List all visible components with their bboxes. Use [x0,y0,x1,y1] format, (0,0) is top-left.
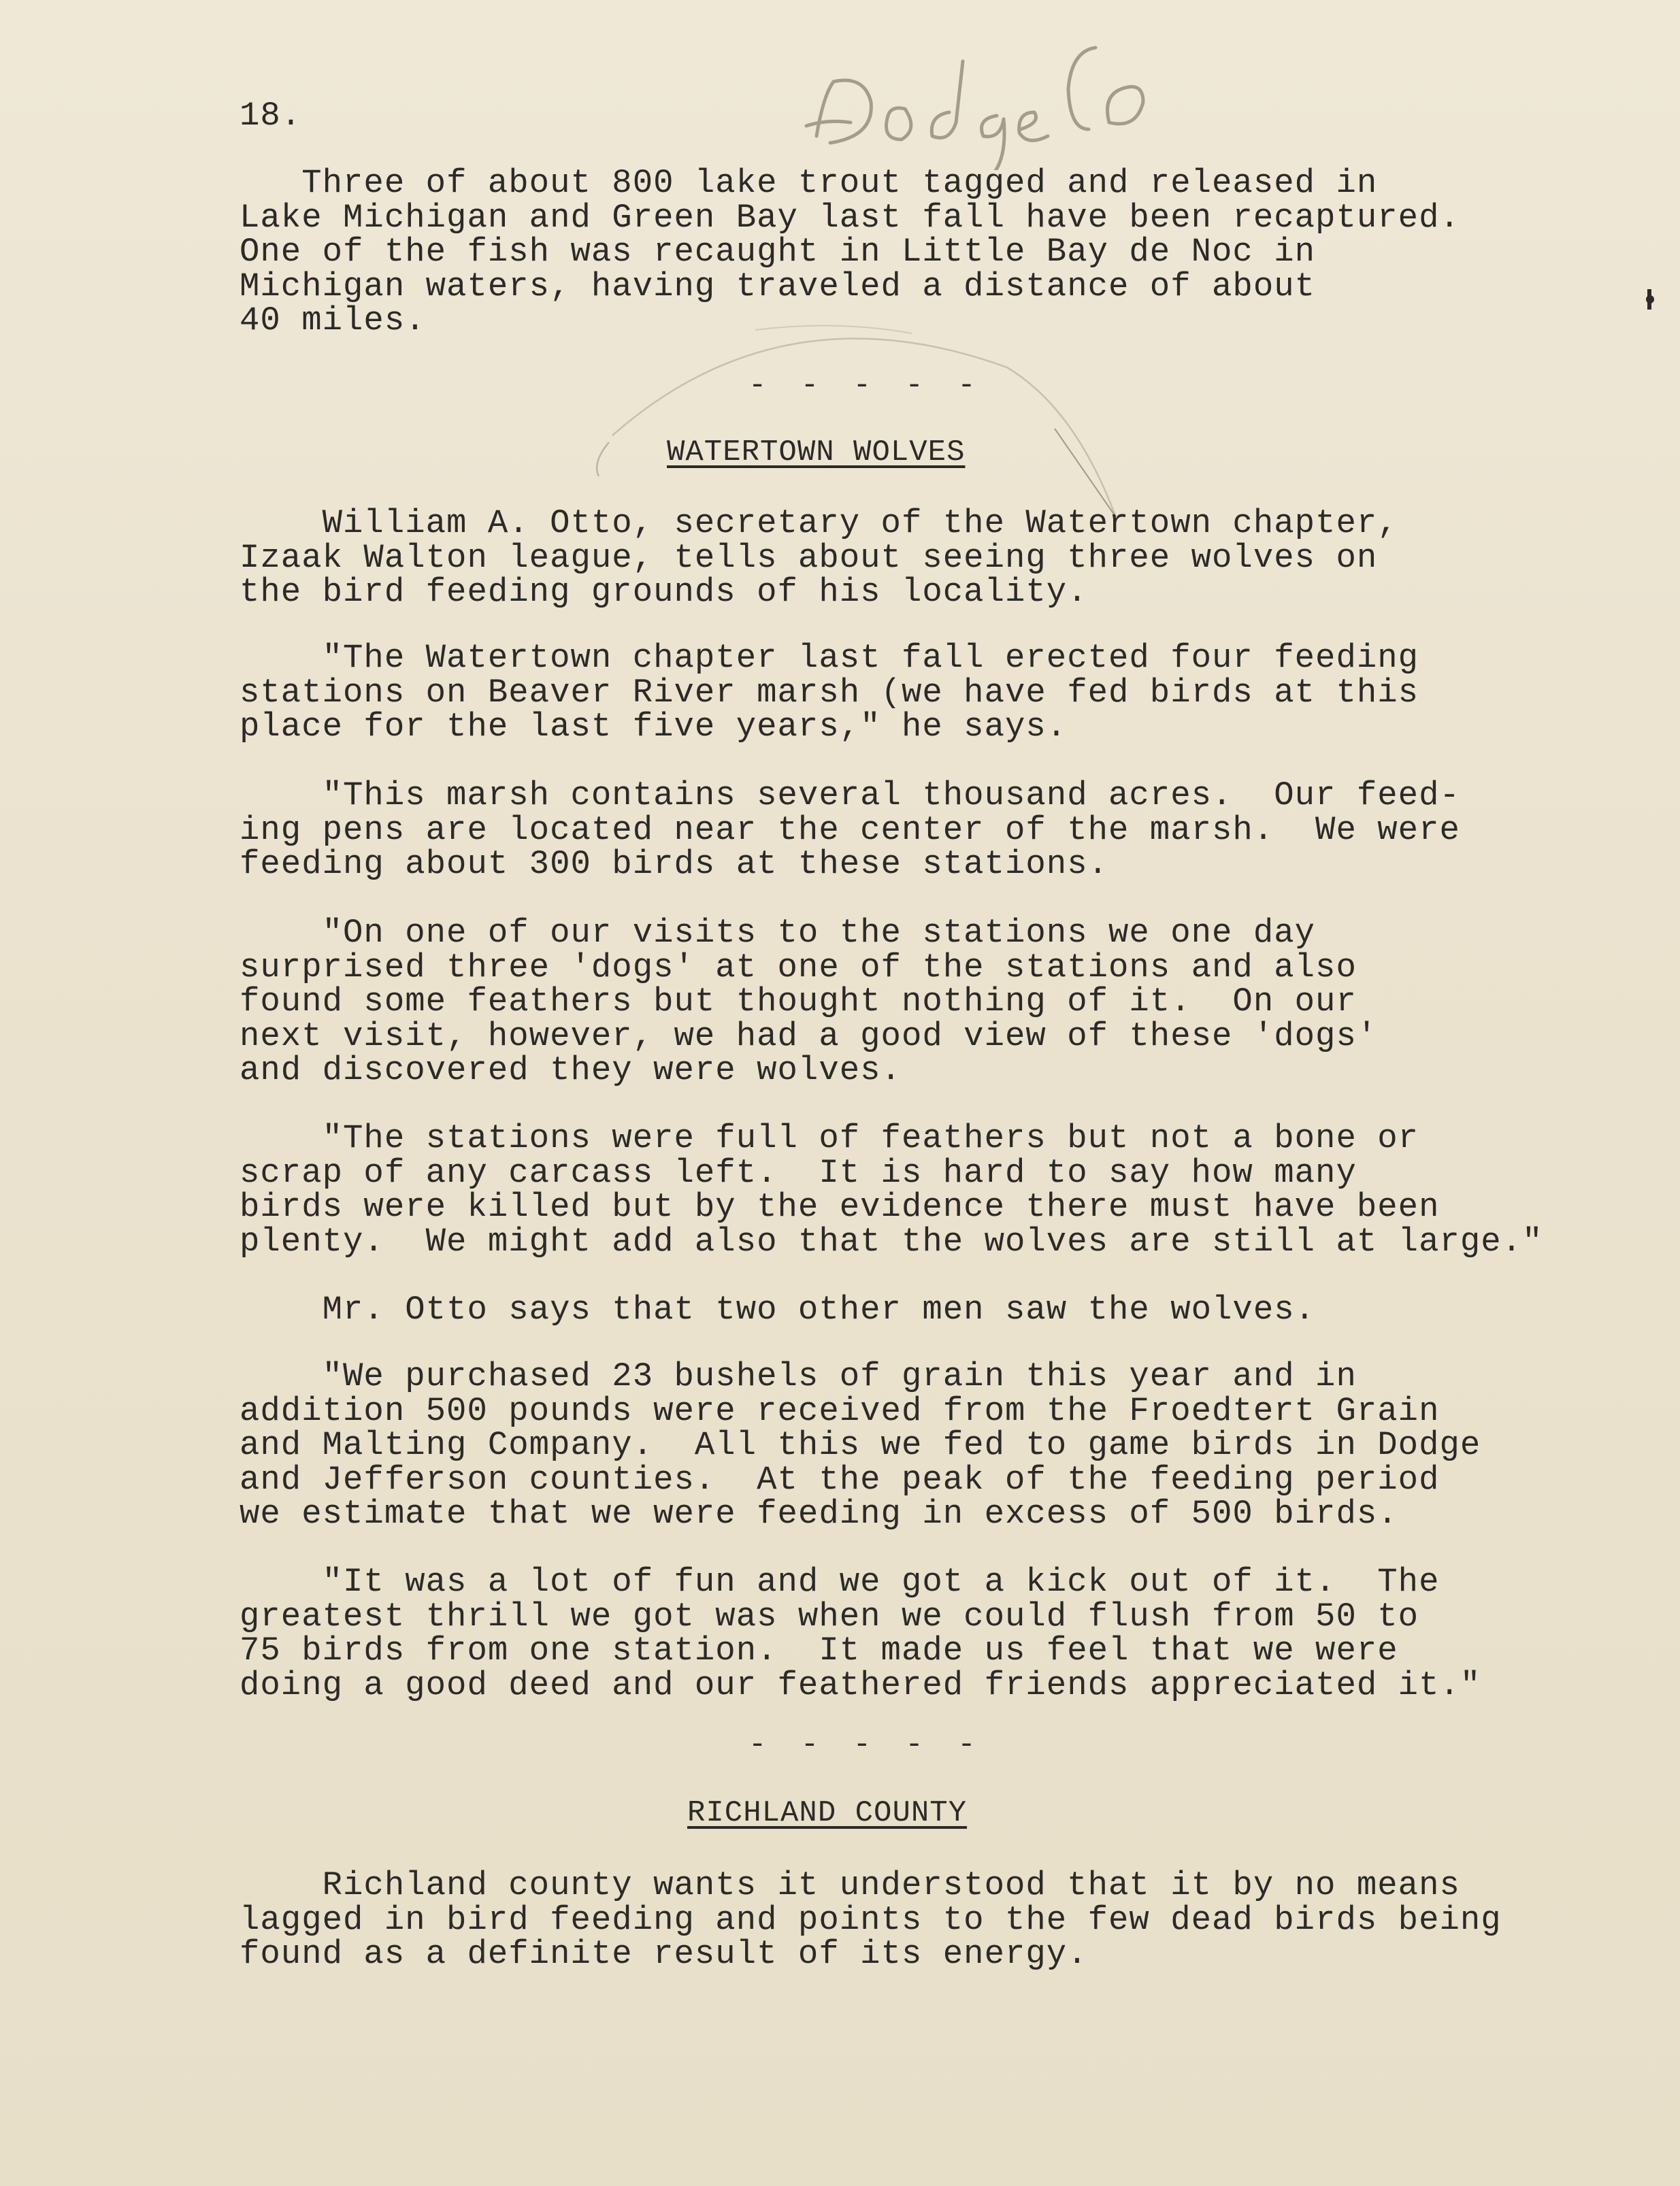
paragraph-richland [240,1868,1502,1972]
text-line: the bird feeding grounds of his locality. [240,573,1088,611]
handwritten-dodge-co-annotation [803,34,1157,170]
text-line: "The stations were full of feathers but not a bone or [240,1119,1419,1157]
text-line: One of the fish was recaught in Little Bay de Noc in [240,233,1316,271]
intro-paragraph [240,166,1460,338]
text-line: place for the last five years," he says. [240,708,1068,746]
text-line: scrap of any carcass left. It is hard to say how many [240,1153,1357,1192]
paragraph-feathers [240,1121,1543,1259]
text-line: feeding about 300 birds at these stations. [240,845,1109,883]
text-line: Three of about 800 lake trout tagged and released in [240,164,1378,202]
text-line: plenty. We might add also that the wolves are still at large." [240,1222,1543,1261]
paragraph-grain [240,1359,1481,1531]
text-line: greatest thrill we got was when we could flush from 50 to [240,1597,1419,1636]
text-line: stations on Beaver River marsh (we have fed birds at this [240,673,1419,712]
text-line: "On one of our visits to the stations we one day [240,914,1316,952]
text-line: next visit, however, we had a good view of these 'dogs' [240,1016,1378,1055]
text-line: lagged in bird feeding and points to the few dead birds being [240,1900,1502,1939]
text-line: William A. Otto, secretary of the Watertown chapter, [240,504,1398,542]
text-line: 75 birds from one station. It made us feel that we were [240,1632,1398,1670]
text-line: Mr. Otto says that two other men saw the wolves. [240,1291,1316,1329]
page-number: 18. [240,97,302,135]
text-line: Richland county wants it understood that it by no means [240,1866,1460,1904]
paragraph-two-men [240,1293,1315,1327]
text-line: birds were killed but by the evidence there must have been [240,1188,1440,1226]
text-line: addition 500 pounds were received from the Froedtert Grain [240,1391,1440,1430]
text-line: found as a definite result of its energy. [240,1935,1088,1973]
text-line: Lake Michigan and Green Bay last fall have been recaptured. [240,198,1460,237]
text-line: "This marsh contains several thousand acres. Our feed- [240,776,1460,814]
section-separator: - - - - - [748,1728,984,1762]
text-line: found some feathers but thought nothing of it. On our [240,982,1357,1021]
paragraph-feeding-stations [240,641,1419,744]
text-line: we estimate that we were feeding in excess of 500 birds. [240,1495,1398,1533]
heading-watertown-wolves: WATERTOWN WOLVES [667,435,966,469]
text-line: surprised three 'dogs' at one of the stations and also [240,948,1357,987]
text-line: Michigan waters, having traveled a distance of about [240,267,1316,305]
text-line: and Jefferson counties. At the peak of the feeding period [240,1460,1440,1499]
paragraph-dogs [240,916,1377,1088]
text-line: "The Watertown chapter last fall erected four feeding [240,639,1419,677]
paragraph-fun [240,1565,1481,1702]
section-separator: - - - - - [748,369,984,403]
text-line: "We purchased 23 bushels of grain this year and in [240,1357,1357,1395]
paragraph-otto-intro [240,506,1398,610]
text-line: and discovered they were wolves. [240,1051,902,1089]
paragraph-marsh [240,778,1460,882]
text-line: 40 miles. [240,301,426,340]
text-line: ing pens are located near the center of the marsh. We were [240,810,1460,849]
text-line: Izaak Walton league, tells about seeing three wolves on [240,538,1378,577]
text-line: and Malting Company. All this we fed to game birds in Dodge [240,1426,1481,1464]
heading-richland-county: RICHLAND COUNTY [687,1796,968,1830]
text-line: "It was a lot of fun and we got a kick out of it. The [240,1563,1440,1601]
text-line: doing a good deed and our feathered friends appreciated it." [240,1666,1481,1704]
